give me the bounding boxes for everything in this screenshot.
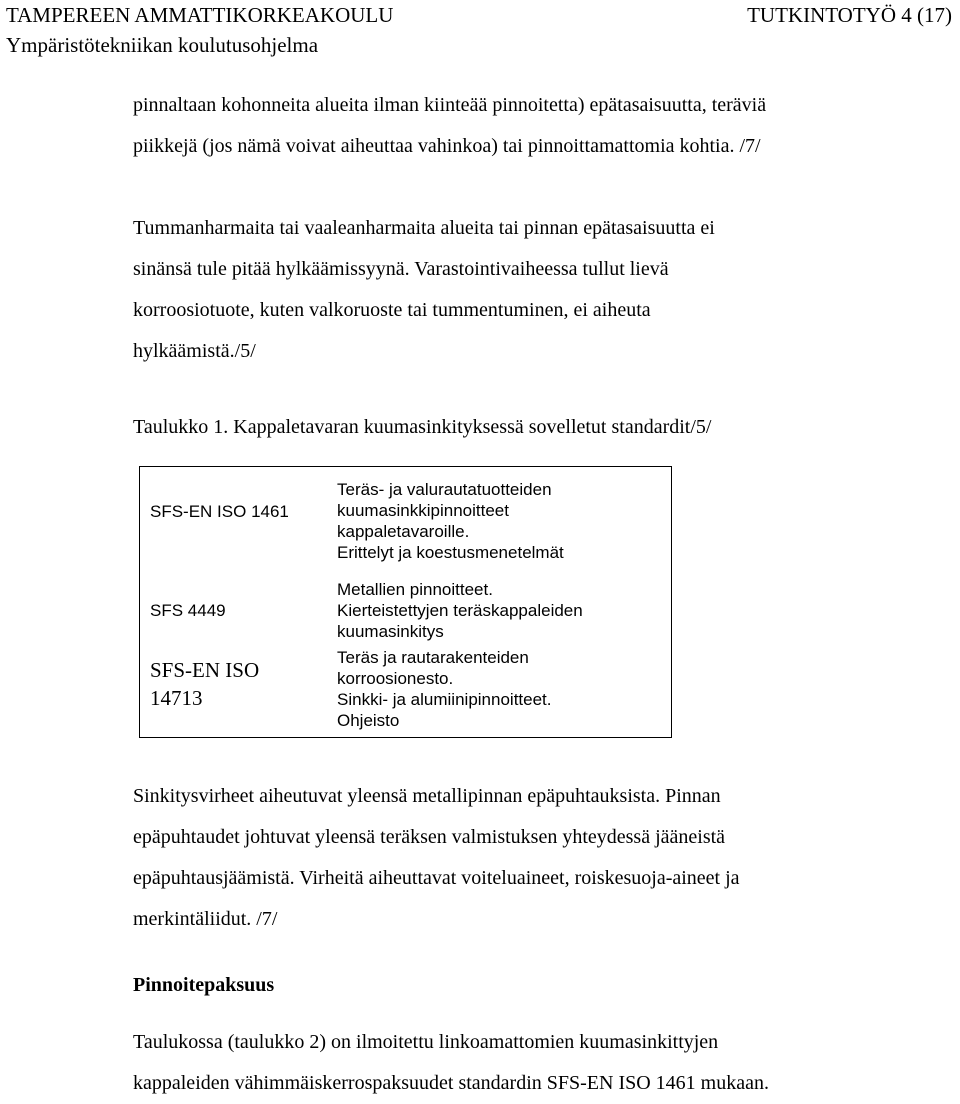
- text-line: korroosiotuote, kuten valkoruoste tai tummentuminen, ei aiheuta: [133, 299, 651, 321]
- standard-code: [150, 656, 259, 712]
- institution-name: TAMPEREEN AMMATTIKORKEAKOULU: [6, 3, 394, 27]
- text-line: merkintäliidut. /7/: [133, 908, 278, 930]
- standards-table: [139, 466, 672, 738]
- header-row-program: [6, 30, 952, 60]
- standard-description: [337, 647, 552, 731]
- standard-code-line: SFS-EN ISO: [150, 658, 260, 682]
- description-line: Metallien pinnoitteet.: [337, 580, 493, 599]
- page-header: [6, 0, 952, 60]
- text-line: pinnaltaan kohonneita alueita ilman kiinteää pinnoitetta) epätasaisuutta, teräviä: [133, 94, 767, 116]
- paragraph-2: [133, 208, 715, 372]
- description-line: Kierteistettyjen teräskappaleiden: [337, 601, 583, 620]
- text-line: sinänsä tule pitää hylkäämissyynä. Varastointivaiheessa tullut lievä: [133, 258, 669, 280]
- description-line: kuumasinkkipinnoitteet: [337, 501, 509, 520]
- text-line: Sinkitysvirheet aiheutuvat yleensä metallipinnan epäpuhtauksista. Pinnan: [133, 785, 721, 807]
- text-line: epäpuhtaudet johtuvat yleensä teräksen valmistuksen yhteydessä jääneistä: [133, 826, 726, 848]
- standard-code-line: 14713: [150, 686, 203, 710]
- description-line: Teräs ja rautarakenteiden: [337, 648, 529, 667]
- standard-code: SFS 4449: [150, 601, 226, 620]
- program-name: Ympäristötekniikan koulutusohjelma: [6, 33, 319, 57]
- thesis-page-label: TUTKINTOTYÖ 4 (17): [747, 3, 952, 27]
- text-line: hylkäämistä./5/: [133, 340, 256, 362]
- description-line: kappaletavaroille.: [337, 522, 470, 541]
- text-line: piikkejä (jos nämä voivat aiheuttaa vahinkoa) tai pinnoittamattomia kohtia. /7/: [133, 135, 761, 157]
- description-line: Teräs- ja valurautatuotteiden: [337, 480, 552, 499]
- section-heading: Pinnoitepaksuus: [133, 974, 275, 996]
- description-line: Sinkki- ja alumiinipinnoitteet.: [337, 690, 552, 709]
- standard-code: SFS-EN ISO 1461: [150, 502, 289, 521]
- standard-description: [337, 479, 564, 563]
- table-caption: Taulukko 1. Kappaletavaran kuumasinkityksessä sovelletut standardit/5/: [133, 416, 712, 438]
- description-line: Erittelyt ja koestusmenetelmät: [337, 543, 564, 562]
- paragraph-3: [133, 776, 740, 940]
- text-line: kappaleiden vähimmäiskerrospaksuudet standardin SFS-EN ISO 1461 mukaan.: [133, 1072, 769, 1094]
- description-line: korroosionesto.: [337, 669, 454, 688]
- header-row: [6, 0, 952, 30]
- description-line: Ohjeisto: [337, 711, 400, 730]
- text-line: Tummanharmaita tai vaaleanharmaita alueita tai pinnan epätasaisuutta ei: [133, 217, 715, 239]
- standard-description: [337, 579, 583, 642]
- paragraph-4: [133, 1022, 769, 1104]
- text-line: Taulukossa (taulukko 2) on ilmoitettu linkoamattomien kuumasinkittyjen: [133, 1031, 719, 1053]
- description-line: kuumasinkitys: [337, 622, 444, 641]
- text-line: epäpuhtausjäämistä. Virheitä aiheuttavat voiteluaineet, roiskesuoja-aineet ja: [133, 867, 740, 889]
- paragraph-1: [133, 85, 766, 167]
